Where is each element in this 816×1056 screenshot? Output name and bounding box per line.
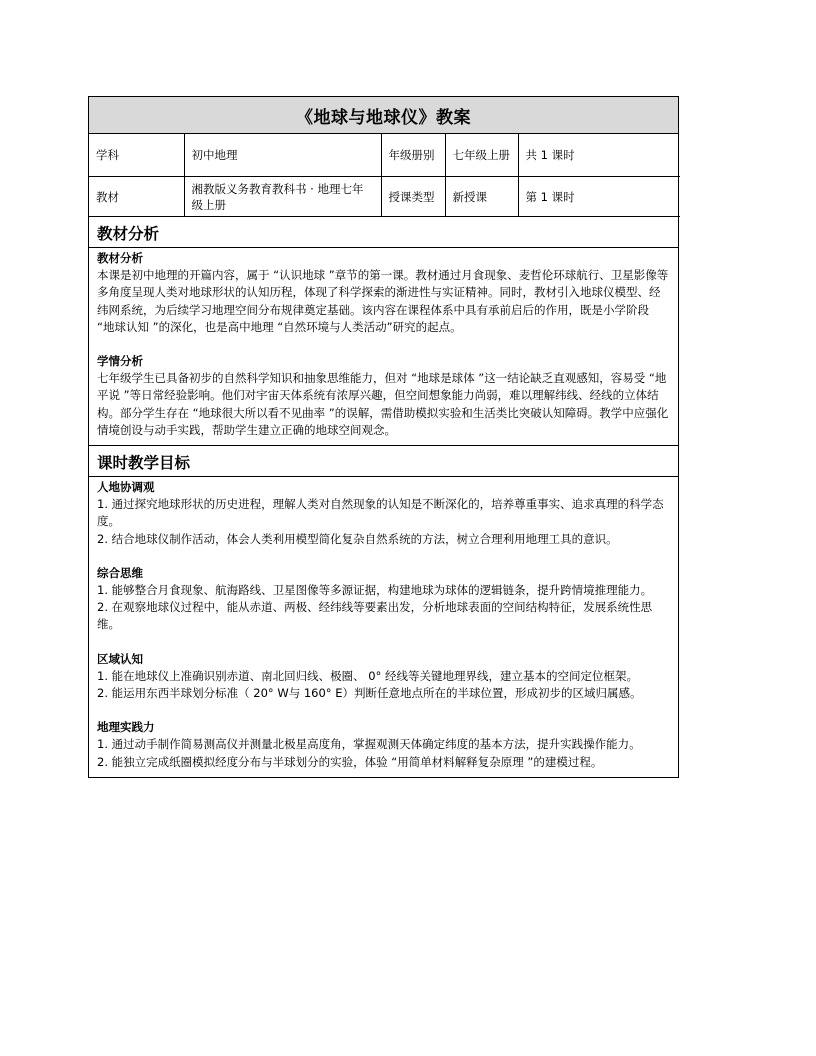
- goal-item: 2. 能运用东西半球划分标准（ 20° W与 160° E）判断任意地点所在的半球位置，形成初步的区域归属感。: [97, 686, 642, 701]
- goal-group-title: 地理实践力: [97, 720, 155, 735]
- goal-item: 2. 在观察地球仪过程中，能从赤道、两极、经纬线等要素出发，分析地球表面的空间结构特征，发展系统性思维。: [97, 600, 653, 632]
- document-title: 《地球与地球仪》教案: [89, 97, 678, 134]
- grade-value: 七年级上册: [445, 134, 518, 177]
- textbook-label: 教材: [89, 177, 184, 217]
- lesson-plan-document: [88, 96, 679, 778]
- goals-body: [89, 477, 678, 777]
- subject-value: 初中地理: [184, 134, 381, 177]
- goal-item: 1. 能够整合月食现象、航海路线、卫星图像等多源证据，构建地球为球体的逻辑链条，提升跨情境推理能力。: [97, 583, 653, 598]
- grade-label: 年级册别: [381, 134, 445, 177]
- goals-heading: 课时教学目标: [89, 446, 678, 477]
- lesson-info-table: [89, 134, 680, 217]
- textbook-analysis-subheading: 教材分析: [97, 251, 143, 265]
- goal-item: 1. 能在地球仪上准确识别赤道、南北回归线、极圈、 0° 经线等关键地理界线，建立基本的空间定位框架。: [97, 668, 638, 683]
- student-analysis-text: 七年级学生已具备初步的自然科学知识和抽象思维能力，但对 “地球是球体 ”这一结论缺乏直观感知，容易受 “地平说 ”等日常经验影响。他们对宇宙天体系统有浓厚兴趣，但空间想象能力尚弱，难以理解纬线、经线的立体结构。部分学生存在 “地球很大所以看不见曲率 ”的误解，需借助模拟实验和生活类比突破认知障碍。教学中应强化情境创设与动手实践，帮助学生建立正确的地球空间观念。: [97, 371, 669, 437]
- total-hours: 共 1 课时: [518, 134, 680, 177]
- analysis-heading: 教材分析: [89, 217, 678, 248]
- lesson-number: 第 1 课时: [518, 177, 680, 217]
- goal-group-title: 综合思维: [97, 565, 143, 580]
- goal-item: 2. 能独立完成纸圈模拟经度分布与半球划分的实验，体验 “用简单材料解释复杂原理 ”的建模过程。: [97, 754, 603, 769]
- lesson-type-value: 新授课: [445, 177, 518, 217]
- textbook-analysis-text: 本课是初中地理的开篇内容，属于 “认识地球 ”章节的第一课。教材通过月食现象、麦哲伦环球航行、卫星影像等多角度呈现人类对地球形状的认知历程，体现了科学探索的渐进性与实证精神。同时，教材引入地球仪模型、经纬网系统，为后续学习地理空间分布规律奠定基础。该内容在课程体系中具有承前启后的作用，既是小学阶段 “地球认知 ”的深化，也是高中地理 “自然环境与人类活动”研究的起点。: [97, 268, 669, 334]
- info-row-textbook: [89, 177, 680, 217]
- goal-group-title: 人地协调观: [97, 480, 155, 495]
- lesson-type-label: 授课类型: [381, 177, 445, 217]
- goal-item: 2. 结合地球仪制作活动，体会人类利用模型简化复杂自然系统的方法，树立合理利用地理工具的意识。: [97, 531, 618, 546]
- goal-item: 1. 通过动手制作简易测高仪并测量北极星高度角，掌握观测天体确定纬度的基本方法，提升实践操作能力。: [97, 737, 641, 752]
- subject-label: 学科: [89, 134, 184, 177]
- goal-group-title: 区域认知: [97, 651, 143, 666]
- info-row-subject: [89, 134, 680, 177]
- student-analysis-subheading: 学情分析: [97, 354, 143, 369]
- goal-item: 1. 通过探究地球形状的历史进程，理解人类对自然现象的认知是不断深化的，培养尊重事实、追求真理的科学态度。: [97, 497, 664, 529]
- analysis-body: [89, 248, 678, 446]
- textbook-value: 湘教版义务教育教科书 · 地理七年级上册: [184, 177, 381, 217]
